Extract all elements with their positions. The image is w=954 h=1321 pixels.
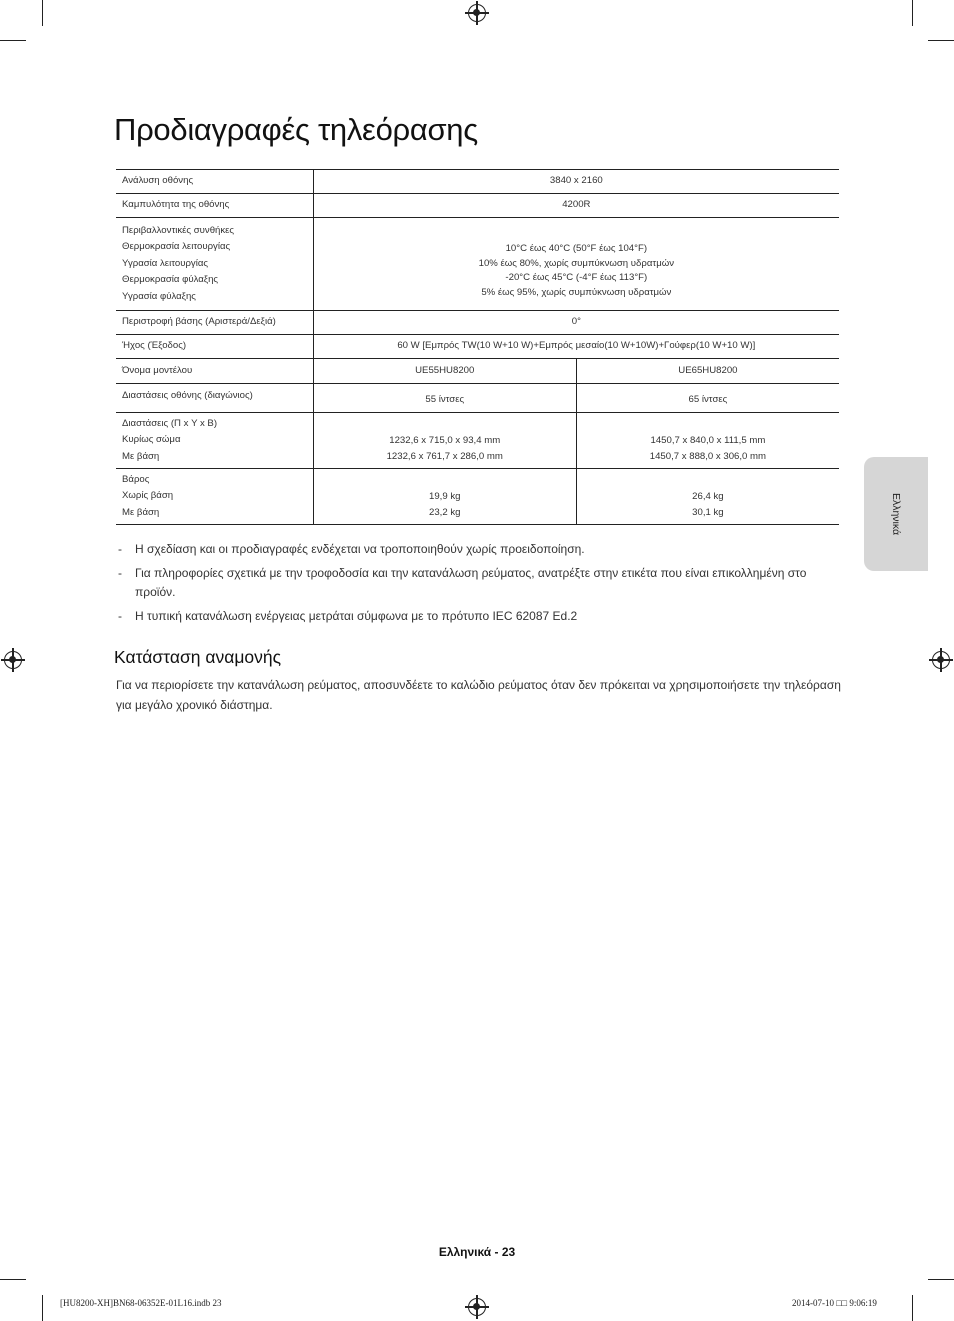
table-row xyxy=(116,170,839,194)
spec-label: Όνομα μοντέλου xyxy=(122,364,193,376)
crop-mark xyxy=(42,0,43,26)
spec-value-line: 1232,6 x 761,7 x 286,0 mm xyxy=(386,450,503,462)
spec-value-line: 10°C έως 40°C (50°F έως 104°F) xyxy=(505,243,648,254)
spec-table xyxy=(116,169,839,525)
note-text: Η τυπική κατανάλωση ενέργειας μετράται σύμφωνα με το πρότυπο IEC 62087 Ed.2 xyxy=(135,608,578,623)
spec-value: 60 W [Εμπρός TW(10 W+10 W)+Εμπρός μεσαίο(10 W+10W)+Γούφερ(10 W+10 W)] xyxy=(313,335,839,359)
bullet-dash: - xyxy=(118,542,122,556)
spec-value: 0° xyxy=(313,311,839,335)
crop-mark xyxy=(928,1279,954,1280)
spec-label-line: Περιβαλλοντικές συνθήκες xyxy=(122,224,235,236)
language-side-tab xyxy=(864,457,928,571)
spec-label-line: Με βάση xyxy=(122,450,160,462)
spec-value-line: 19,9 kg xyxy=(428,491,461,502)
bullet-dash: - xyxy=(118,608,122,623)
footer-timestamp: 2014-07-10 □□ 9:06:19 xyxy=(792,1298,877,1308)
section-heading: Κατάσταση αναμονής xyxy=(114,647,282,667)
spec-label-line: Κυρίως σώμα xyxy=(122,434,181,446)
crop-mark xyxy=(912,0,913,26)
list-item xyxy=(116,564,846,603)
page-title: Προδιαγραφές τηλεόρασης xyxy=(114,112,478,147)
spec-label xyxy=(116,218,313,311)
table-row xyxy=(116,194,839,218)
spec-label-line: Θερμοκρασία λειτουργίας xyxy=(122,241,231,253)
spec-value-line: 10% έως 80%, χωρίς συμπύκνωση υδρατμών xyxy=(478,257,675,269)
crop-mark xyxy=(0,1279,26,1280)
spec-value xyxy=(576,469,839,525)
spec-value-line: -20°C έως 45°C (-4°F έως 113°F) xyxy=(505,272,648,283)
spec-value-line: 23,2 kg xyxy=(428,506,461,518)
spec-label xyxy=(116,469,313,525)
spec-label: Καμπυλότητα της οθόνης xyxy=(122,199,230,211)
spec-label: Περιστροφή βάσης (Αριστερά/Δεξιά) xyxy=(122,316,276,328)
spec-value: 55 ίντσες xyxy=(313,384,576,413)
spec-value: 65 ίντσες xyxy=(576,384,839,413)
bullet-dash: - xyxy=(118,565,122,580)
spec-value: UE65HU8200 xyxy=(576,359,839,384)
section-paragraph: Για να περιορίσετε την κατανάλωση ρεύματος, αποσυνδέετε το καλώδιο ρεύματος όταν δεν πρόκειται να χρησιμοποιήσετε την τηλεόραση για μεγάλο χρονικό διάστημα. xyxy=(116,678,841,712)
spec-label-line: Βάρος xyxy=(122,473,150,485)
note-text: Η σχεδίαση και οι προδιαγραφές ενδέχεται να τροποποιηθούν χωρίς προειδοποίηση. xyxy=(135,542,585,556)
spec-value-line: 26,4 kg xyxy=(692,491,724,502)
table-row xyxy=(116,335,839,359)
side-tab-label: Ελληνικά xyxy=(890,492,902,536)
crop-mark xyxy=(42,1295,43,1321)
spec-value: 3840 x 2160 xyxy=(313,170,839,194)
table-row xyxy=(116,311,839,335)
spec-value: 4200R xyxy=(313,194,839,218)
spec-value xyxy=(313,218,839,311)
spec-value-line: 30,1 kg xyxy=(692,506,724,518)
spec-label xyxy=(116,413,313,469)
table-row xyxy=(116,359,839,384)
spec-value: UE55HU8200 xyxy=(313,359,576,384)
notes-list xyxy=(116,540,846,630)
spec-value xyxy=(313,413,576,469)
spec-label-line: Υγρασία φύλαξης xyxy=(122,290,196,302)
spec-label-line: Υγρασία λειτουργίας xyxy=(122,257,209,269)
spec-value-line: 5% έως 95%, χωρίς συμπύκνωση υδρατμών xyxy=(481,286,672,298)
spec-label-line: Χωρίς βάση xyxy=(122,490,174,502)
spec-value-line: 1232,6 x 715,0 x 93,4 mm xyxy=(389,435,501,446)
crop-mark xyxy=(928,40,954,41)
crop-mark xyxy=(0,40,26,41)
spec-label: Ήχος (Έξοδος) xyxy=(122,340,187,352)
spec-value-line: 1450,7 x 840,0 x 111,5 mm xyxy=(650,435,766,446)
footer-file: [HU8200-XH]BN68-06352E-01L16.indb 23 xyxy=(60,1298,222,1308)
list-item xyxy=(116,540,846,560)
table-row xyxy=(116,413,839,469)
registration-mark-icon xyxy=(4,651,22,669)
spec-value-line: 1450,7 x 888,0 x 306,0 mm xyxy=(649,450,767,462)
registration-mark-icon xyxy=(932,651,950,669)
spec-label: Διαστάσεις οθόνης (διαγώνιος) xyxy=(122,390,253,401)
spec-label-line: Με βάση xyxy=(122,506,160,518)
spec-value xyxy=(313,469,576,525)
spec-value xyxy=(576,413,839,469)
table-row xyxy=(116,469,839,525)
spec-label-line: Διαστάσεις (Π x Υ x Β) xyxy=(122,417,218,429)
page-number: Ελληνικά - 23 xyxy=(438,1245,516,1259)
list-item xyxy=(116,607,846,627)
registration-mark-icon xyxy=(468,4,486,22)
table-row xyxy=(116,384,839,413)
note-text: Για πληροφορίες σχετικά με την τροφοδοσία και την κατανάλωση ρεύματος, ανατρέξτε στην ετικέτα που είναι επικολλημένη στο προϊόν. xyxy=(135,565,807,599)
table-row xyxy=(116,218,839,311)
spec-label-line: Θερμοκρασία φύλαξης xyxy=(122,274,219,286)
registration-mark-icon xyxy=(468,1298,486,1316)
spec-label: Ανάλυση οθόνης xyxy=(122,175,194,187)
crop-mark xyxy=(912,1295,913,1321)
